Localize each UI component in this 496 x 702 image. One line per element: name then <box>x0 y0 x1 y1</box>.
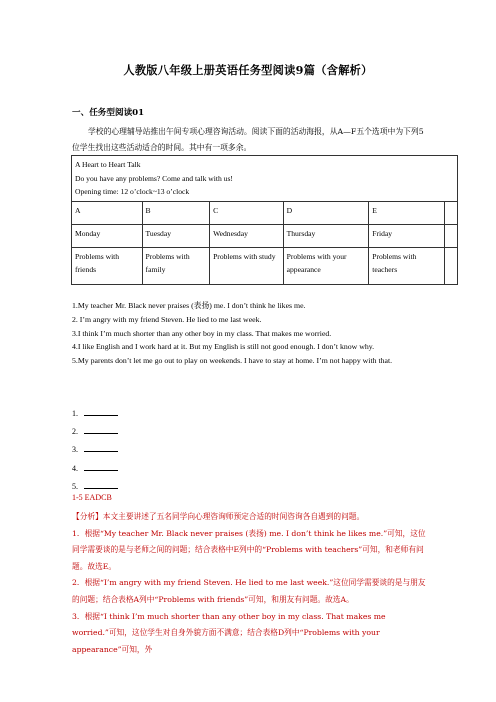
letter-cell: A <box>72 201 143 224</box>
day-cell: Thursday <box>283 224 369 247</box>
analysis-paragraph: 2．根据“I’m angry with my friend Steven. He lied to me last week.”这位同学需要谈的是与朋友的问题；结合表格A列中“Problems with friends”可知，和朋友有问题。故选A。 <box>72 578 426 604</box>
day-cell: Friday <box>369 224 445 247</box>
statement: 3.I think I’m much shorter than any other boy in my class. That makes me worried. <box>72 328 332 338</box>
topic-cell: Problems with teachers <box>369 247 445 284</box>
day-cell: Monday <box>72 224 143 247</box>
letter-row <box>72 201 458 224</box>
analysis-paragraph: 【分析】本文主要讲述了五名同学向心理咨询师预定合适的时间咨询各自遇到的问题。 <box>72 512 365 521</box>
blank-field[interactable] <box>84 406 118 416</box>
statement: 2. I’m angry with my friend Steven. He lied to me last week. <box>72 314 262 324</box>
poster-line-2: Do you have any problems? Come and talk with us! <box>75 173 233 183</box>
blank-line <box>72 460 118 478</box>
topic-row <box>72 247 458 284</box>
statement: 5.My parents don’t let me go out to play on weekends. I have to stay at home. I’m not happy with that. <box>72 356 393 366</box>
day-cell: Wednesday <box>210 224 284 247</box>
blank-number: 1. <box>72 409 78 418</box>
letter-cell: D <box>283 201 369 224</box>
analysis-block <box>72 509 426 658</box>
blank-line <box>72 405 118 423</box>
poster-line-3: Opening time: 12 o’clock~13 o’clock <box>75 187 190 196</box>
topic-cell: Problems with family <box>142 247 210 284</box>
poster-line-1: A Heart to Heart Talk <box>75 160 141 169</box>
topic-cell: Problems with your appearance <box>283 247 369 284</box>
empty-cell <box>444 247 457 284</box>
statements-list <box>72 299 432 368</box>
letter-cell: E <box>369 201 445 224</box>
statement: 1.My teacher Mr. Black never praises (表扬) me. I don’t think he likes me. <box>72 301 306 310</box>
poster-header <box>72 156 458 202</box>
blank-number: 3. <box>72 445 78 455</box>
topic-cell: Problems with friends <box>72 247 143 284</box>
day-row <box>72 224 458 247</box>
intro-paragraph: 学校的心理辅导站推出午间专项心理咨询活动。阅读下面的活动海报，从A—F五个选项中为下列5位学生找出这些活动适合的时间。其中有一项多余。 <box>72 127 424 152</box>
blank-field[interactable] <box>84 424 118 434</box>
letter-cell: C <box>210 201 284 224</box>
empty-cell <box>444 201 457 224</box>
blank-number: 4. <box>72 463 78 473</box>
section-heading: 一、任务型阅读01 <box>72 108 145 118</box>
blank-line <box>72 441 118 459</box>
answer-blanks <box>72 405 118 496</box>
blank-field[interactable] <box>84 479 118 489</box>
day-cell: Tuesday <box>142 224 210 247</box>
answer-key: 1-5 EADCB <box>72 493 112 502</box>
blank-number: 2. <box>72 427 78 437</box>
document-title: 人教版八年级上册英语任务型阅读9篇（含解析） <box>123 63 373 77</box>
empty-cell <box>444 224 457 247</box>
analysis-paragraph: 3．根据“I think I’m much shorter than any other boy in my class. That makes me worried.”可知，这位学生对自身外貌方面不满意；结合表格D列中“Problems with your appearance”可知，外 <box>72 611 386 654</box>
blank-field[interactable] <box>84 461 118 471</box>
letter-cell: B <box>142 201 210 224</box>
blank-line <box>72 423 118 441</box>
analysis-paragraph: 1．根据“My teacher Mr. Black never praises (表扬) me. I don’t think he likes me.”可知，这位同学需要谈的是与老师之间的问题；结合表格中E列中的“Problems with teachers”可知，和老师有问题。故选E。 <box>72 528 426 571</box>
topic-cell: Problems with study <box>210 247 284 284</box>
poster-table <box>71 155 458 285</box>
blank-field[interactable] <box>84 442 118 452</box>
statement: 4.I like English and I work hard at it. But my English is still not good enough. I don’t know why. <box>72 342 375 352</box>
blank-number: 5. <box>72 481 78 491</box>
